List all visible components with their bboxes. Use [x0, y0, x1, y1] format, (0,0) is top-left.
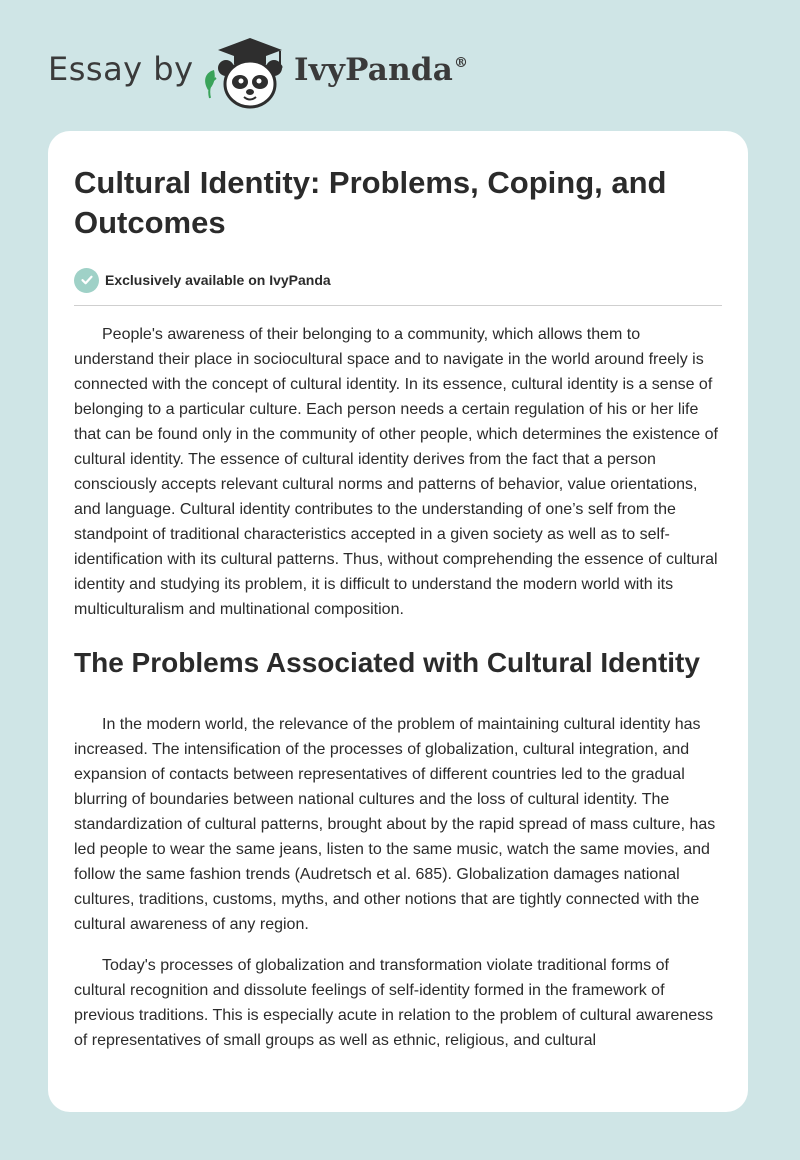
divider: [74, 305, 722, 306]
registered-mark: ®: [454, 55, 469, 71]
exclusive-label: Exclusively available on IvyPanda: [105, 272, 331, 288]
essay-content: [74, 163, 722, 1053]
paragraph-problems: In the modern world, the relevance of the problem of maintaining cultural identity has increased. The intensification of the processes of globalization, cultural integration, and expansion of contacts between representatives of different countries led to the gradual blurring of boundaries between national cultures and the loss of cultural identity. The standardization of cultural patterns, brought about by the rapid spread of mass culture, has led people to wear the same jeans, listen to the same music, watch the same movies, and follow the same fashion trends (Audretsch et al. 685). Globalization damages national cultures, traditions, customs, myths, and other notions that are tightly connected with the cultural awareness of any region.: [74, 716, 716, 933]
site-header: [48, 30, 548, 110]
essay-card: [48, 131, 748, 1112]
brand-text: IvyPanda: [294, 52, 453, 88]
brand-name[interactable]: [294, 52, 468, 88]
exclusive-badge: [74, 265, 722, 295]
paragraph-globalization: Today's processes of globalization and transformation violate traditional forms of cultural recognition and dissolute feelings of self-identity formed in the framework of previous traditions. This is especially acute in relation to the problem of cultural awareness of representatives of small groups as well as ethnic, religious, and cultural: [74, 957, 714, 1049]
check-icon: [74, 268, 99, 293]
section-heading: The Problems Associated with Cultural Identity: [74, 647, 700, 678]
essay-by-label: Essay by: [48, 50, 194, 88]
panda-logo-icon[interactable]: [200, 32, 290, 112]
paragraph-intro: People's awareness of their belonging to a community, which allows them to understand their place in sociocultural space and to navigate in the world around freely is connected with the concept of cultural identity. In its essence, cultural identity is a sense of belonging to a particular culture. Each person needs a certain regulation of his or her life that can be found only in the community of other people, which determines the existence of cultural identity. The essence of cultural identity derives from the fact that a person consciously accepts relevant cultural norms and patterns of behavior, value orientations, and language. Cultural identity contributes to the understanding of one’s self from the standpoint of traditional characteristics accepted in a given society as well as to self-identification with its cultural patterns. Thus, without comprehending the essence of cultural identity and studying its problem, it is difficult to understand the modern world with its multiculturalism and multinational composition.: [74, 326, 718, 618]
page-title: Cultural Identity: Problems, Coping, and Outcomes: [74, 165, 667, 240]
